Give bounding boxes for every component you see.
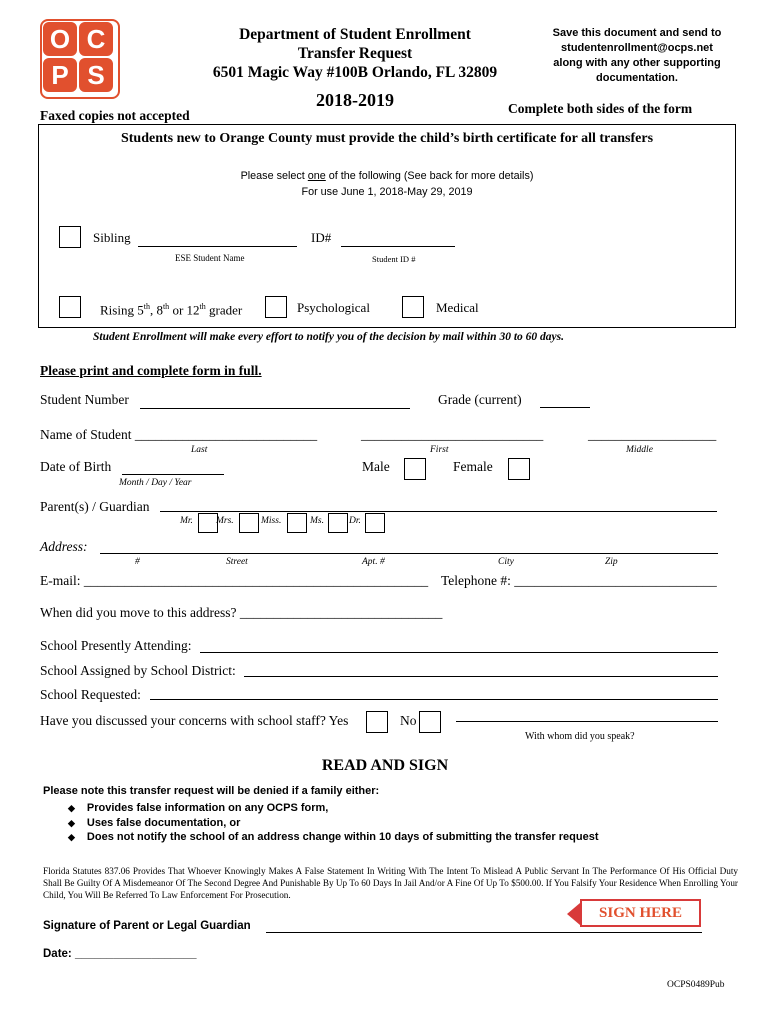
transfer-type-box <box>38 124 736 328</box>
department-address: 6501 Magic Way #100B Orlando, FL 32809 <box>212 64 498 81</box>
denial-note: Please note this transfer request will be denied if a family either: <box>43 785 380 797</box>
grade-field[interactable] <box>540 407 590 408</box>
psychological-label: Psychological <box>297 300 370 315</box>
read-and-sign-heading: READ AND SIGN <box>321 757 449 774</box>
form-title: Transfer Request <box>297 45 413 62</box>
florida-statute-text: Florida Statutes 837.06 Provides That Whoever Knowingly Makes A False Statement In Writing With The Intent To Mislead A Public Servant In The Performance Of His Official Duty Shall Be Guilty Of A Misdemeanor Of The Second Degree And Punishable By Up To 60 Days In Jail And/or A Fine Of Up To $500.00. If You Falsify Your Residence When Enrolling Your Child, You Will Be Referred To Law Enforcement For Prosecution. <box>43 866 738 900</box>
student-number-field[interactable] <box>140 408 410 409</box>
parent-guardian-label: Parent(s) / Guardian <box>40 499 150 514</box>
notify-note: Student Enrollment will make every effort to notify you of the decision by mail within 30 to 60 days. <box>93 331 564 343</box>
dob-format-caption: Month / Day / Year <box>119 478 192 488</box>
list-item: ◆ Uses false documentation, or <box>68 816 241 829</box>
student-number-label: Student Number <box>40 392 129 407</box>
discussed-no-label: No <box>400 713 417 728</box>
discussed-yes-checkbox[interactable] <box>366 711 388 733</box>
birth-certificate-note: Students new to Orange County must provide the child’s birth certificate for all transfers <box>120 131 654 146</box>
student-id-caption: Student ID # <box>372 254 416 264</box>
city-caption: City <box>498 557 514 567</box>
grade-label: Grade (current) <box>438 392 522 407</box>
signature-field[interactable] <box>266 932 702 933</box>
present-school-field[interactable] <box>200 652 718 653</box>
sign-here-flag <box>580 899 701 927</box>
faxed-note: Faxed copies not accepted <box>40 108 190 123</box>
diamond-bullet-icon: ◆ <box>68 803 75 813</box>
form-code: OCPS0489Pub <box>667 980 725 990</box>
rising-grader-checkbox[interactable] <box>59 296 81 318</box>
requested-school-field[interactable] <box>150 699 718 700</box>
print-complete-note: Please print and complete form in full. <box>40 363 262 378</box>
ocps-logo <box>40 19 120 99</box>
discussed-question: Have you discussed your concerns with school staff? Yes <box>40 713 349 728</box>
save-line-3: along with any other supporting <box>553 57 721 69</box>
dr-label: Dr. <box>349 516 361 526</box>
email-field[interactable]: E-mail: ___________________________________________________ <box>40 573 429 588</box>
middle-caption: Middle <box>626 445 653 455</box>
mr-label: Mr. <box>180 516 193 526</box>
rising-grader-label: Rising 5th, 8th or 12th grader <box>100 302 243 318</box>
date-field[interactable]: Date: ___________________ <box>43 948 197 960</box>
select-one-instruction: Please select one of the following (See back for more details) <box>240 170 534 182</box>
save-instructions <box>537 26 737 86</box>
ms-label: Ms. <box>310 516 324 526</box>
date-range-note: For use June 1, 2018-May 29, 2019 <box>301 186 473 198</box>
psychological-checkbox[interactable] <box>265 296 287 318</box>
middle-name-field[interactable]: ___________________ <box>588 427 717 442</box>
sibling-checkbox[interactable] <box>59 226 81 248</box>
apt-caption: Apt. # <box>362 557 385 567</box>
department-name: Department of Student Enrollment <box>239 26 471 43</box>
ese-name-caption: ESE Student Name <box>175 253 245 263</box>
telephone-field[interactable]: Telephone #: ______________________________ <box>441 573 717 588</box>
street-caption: Street <box>226 557 248 567</box>
miss-label: Miss. <box>261 516 282 526</box>
sign-here-label: SIGN HERE <box>599 905 682 921</box>
sibling-label: Sibling <box>93 230 131 245</box>
save-line-4: documentation. <box>596 72 678 84</box>
logo-letter-p: P <box>43 58 77 92</box>
parent-guardian-field[interactable] <box>160 511 717 512</box>
with-whom-caption: With whom did you speak? <box>525 731 635 742</box>
logo-letter-o: O <box>43 22 77 56</box>
logo-letter-s: S <box>79 58 113 92</box>
staff-name-field[interactable] <box>456 721 718 722</box>
medical-label: Medical <box>436 300 479 315</box>
denial-reasons-list <box>68 801 599 845</box>
male-label: Male <box>362 459 390 474</box>
discussed-no-checkbox[interactable] <box>419 711 441 733</box>
requested-school-label: School Requested: <box>40 687 141 702</box>
ese-student-name-field[interactable] <box>138 246 297 247</box>
mr-checkbox[interactable] <box>198 513 218 533</box>
both-sides-note: Complete both sides of the form <box>508 101 693 116</box>
zip-caption: Zip <box>605 557 618 567</box>
dob-field[interactable] <box>122 474 224 475</box>
present-school-label: School Presently Attending: <box>40 638 192 653</box>
female-label: Female <box>453 459 493 474</box>
save-line-1: Save this document and send to <box>552 27 722 39</box>
male-checkbox[interactable] <box>404 458 426 480</box>
assigned-school-label: School Assigned by School District: <box>40 663 236 678</box>
school-year: 2018-2019 <box>316 90 394 110</box>
number-caption: # <box>135 557 140 567</box>
first-name-field[interactable]: ___________________________ <box>361 427 544 442</box>
student-name-label: Name of Student ___________________________ <box>40 427 318 442</box>
student-id-field[interactable] <box>341 246 455 247</box>
dr-checkbox[interactable] <box>365 513 385 533</box>
save-email: studentenrollment@ocps.net <box>561 42 713 54</box>
first-caption: First <box>430 445 449 455</box>
logo-letter-c: C <box>79 22 113 56</box>
dob-label: Date of Birth <box>40 459 112 474</box>
last-name-field[interactable]: ___________________________ <box>134 427 318 442</box>
id-label: ID# <box>311 230 332 245</box>
assigned-school-field[interactable] <box>244 676 718 677</box>
move-date-field[interactable]: When did you move to this address? ______________________________ <box>40 605 443 620</box>
miss-checkbox[interactable] <box>287 513 307 533</box>
signature-label: Signature of Parent or Legal Guardian <box>43 920 251 932</box>
mrs-checkbox[interactable] <box>239 513 259 533</box>
list-item: ◆ Provides false information on any OCPS form, <box>68 802 329 814</box>
last-caption: Last <box>191 445 208 455</box>
address-label: Address: <box>40 539 88 554</box>
header-block <box>170 25 540 82</box>
diamond-bullet-icon: ◆ <box>68 817 75 828</box>
list-item: ◆ Does not notify the school of an address change within 10 days of submitting the transfer request <box>68 831 599 843</box>
address-field[interactable] <box>100 553 718 554</box>
female-checkbox[interactable] <box>508 458 530 480</box>
mrs-label: Mrs. <box>216 516 234 526</box>
medical-checkbox[interactable] <box>402 296 424 318</box>
ms-checkbox[interactable] <box>328 513 348 533</box>
diamond-bullet-icon: ◆ <box>68 832 75 842</box>
